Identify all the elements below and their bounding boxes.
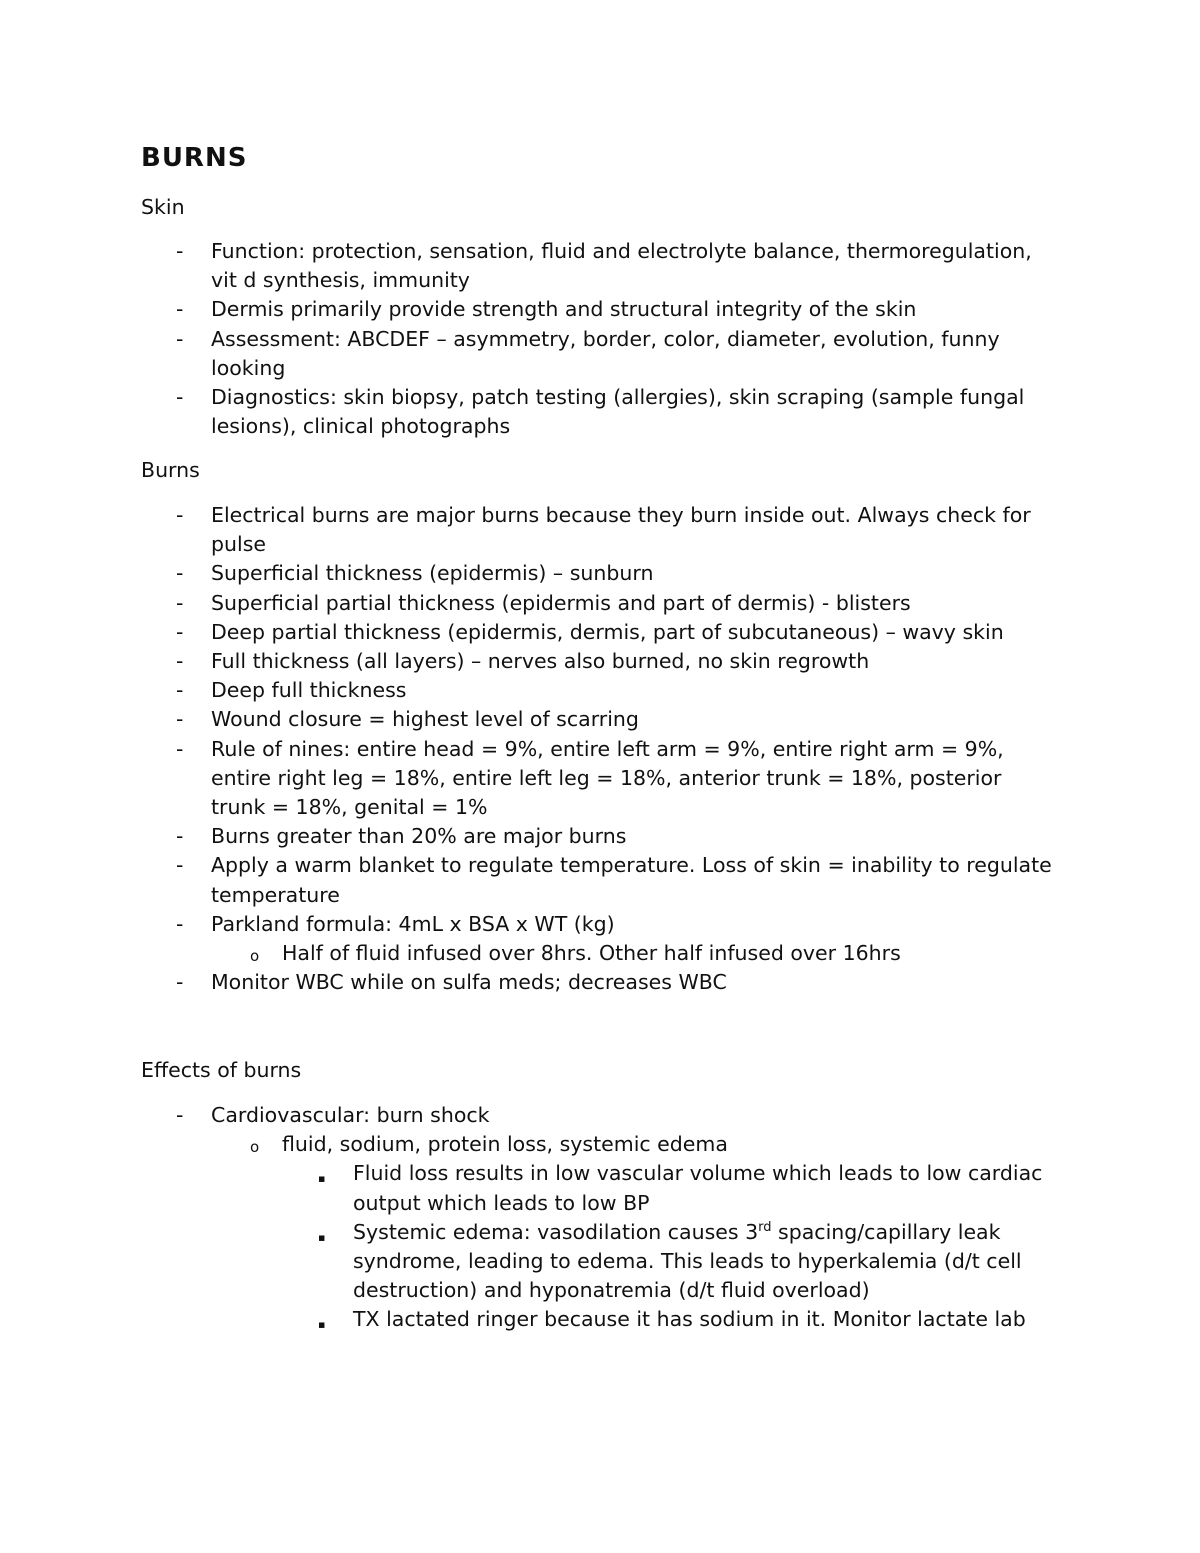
square-bullet: ▪	[318, 1230, 326, 1244]
document-title: BURNS	[141, 143, 248, 173]
list-item-text: Dermis primarily provide strength and structural integrity of the skin	[211, 297, 917, 322]
list-item	[0, 910, 1061, 939]
list-item	[0, 383, 1061, 441]
list-item	[0, 968, 1061, 997]
list-item-text: Full thickness (all layers) – nerves also burned, no skin regrowth	[211, 649, 870, 674]
dash-bullet: -	[176, 970, 184, 995]
list-item	[0, 589, 1061, 618]
dash-bullet: -	[176, 911, 184, 936]
dash-bullet: -	[176, 590, 184, 615]
list-item	[0, 237, 1061, 295]
list-item-text: Rule of nines: entire head = 9%, entire left arm = 9%, entire right arm = 9%, entire right leg = 18%, entire left leg = 18%, anterior trunk = 18%, posterior trunk = 18%, genital = 1%	[211, 736, 1004, 820]
square-bullet: ▪	[318, 1172, 326, 1186]
list-subsubitem	[0, 1218, 1063, 1306]
dash-bullet: -	[176, 297, 184, 322]
section-heading-burns: Burns	[141, 458, 200, 482]
list-item-text: Parkland formula: 4mL x BSA x WT (kg)	[211, 911, 615, 936]
dash-bullet: -	[176, 707, 184, 732]
list-item	[0, 647, 1061, 676]
list-item-text: Deep full thickness	[211, 678, 407, 703]
dash-bullet: -	[176, 736, 184, 761]
dash-bullet: -	[176, 824, 184, 849]
dash-bullet: -	[176, 326, 184, 351]
effects-list	[0, 1101, 1063, 1335]
list-item	[0, 501, 1061, 559]
list-item-text: Function: protection, sensation, fluid and electrolyte balance, thermoregulation, vit d synthesis, immunity	[211, 239, 1032, 293]
list-item-text	[353, 1220, 1022, 1302]
edema-text-end: spacing/capillary leak syndrome, leading to edema. This leads to hyperkalemia (d/t cell destruction) and hyponatremia (d/t fluid overload)	[353, 1219, 1022, 1303]
list-item	[0, 735, 1061, 823]
dash-bullet: -	[176, 619, 184, 644]
list-item	[0, 705, 1061, 734]
list-subsubitem	[0, 1159, 1063, 1217]
list-item-text: Electrical burns are major burns because they burn inside out. Always check for pulse	[211, 503, 1031, 557]
list-item-text: Superficial partial thickness (epidermis and part of dermis) - blisters	[211, 590, 911, 615]
list-subsubitem	[0, 1305, 1063, 1334]
list-item-text: Assessment: ABCDEF – asymmetry, border, color, diameter, evolution, funny looking	[211, 326, 1000, 380]
dash-bullet: -	[176, 1103, 184, 1127]
list-item-text: Superficial thickness (epidermis) – sunburn	[211, 561, 654, 586]
list-item-text: Burns greater than 20% are major burns	[211, 824, 627, 849]
list-item	[0, 559, 1061, 588]
dash-bullet: -	[176, 649, 184, 674]
list-item-text: Cardiovascular: burn shock	[211, 1103, 490, 1127]
square-bullet: ▪	[318, 1318, 326, 1332]
list-item	[0, 676, 1061, 705]
list-item-text: Diagnostics: skin biopsy, patch testing (allergies), skin scraping (sample fungal lesions), clinical photographs	[211, 385, 1025, 439]
list-item	[0, 295, 1061, 324]
dash-bullet: -	[176, 561, 184, 586]
superscript-ordinal: rd	[758, 1219, 772, 1235]
dash-bullet: -	[176, 239, 184, 263]
list-item	[0, 325, 1061, 383]
section-heading-skin: Skin	[141, 195, 185, 219]
list-item-text: Half of fluid infused over 8hrs. Other half infused over 16hrs	[282, 941, 901, 966]
list-item	[0, 822, 1061, 851]
list-subitem	[0, 939, 1062, 968]
list-item-text: Apply a warm blanket to regulate temperature. Loss of skin = inability to regulate temperature	[211, 853, 1052, 907]
dash-bullet: -	[176, 503, 184, 527]
circle-bullet: o	[250, 947, 260, 966]
section-heading-effects: Effects of burns	[141, 1058, 302, 1082]
list-subitem	[0, 1130, 1062, 1159]
list-item-text: Deep partial thickness (epidermis, dermis, part of subcutaneous) – wavy skin	[211, 619, 1004, 644]
dash-bullet: -	[176, 853, 184, 878]
list-item-text: fluid, sodium, protein loss, systemic edema	[282, 1132, 728, 1157]
list-item-text: Fluid loss results in low vascular volume which leads to low cardiac output which leads to low BP	[353, 1161, 1043, 1215]
circle-bullet: o	[250, 1138, 260, 1157]
burns-list	[0, 501, 1062, 997]
list-item-text: Wound closure = highest level of scarring	[211, 707, 639, 732]
dash-bullet: -	[176, 385, 184, 410]
list-item-text: TX lactated ringer because it has sodium in it. Monitor lactate lab	[353, 1307, 1026, 1332]
dash-bullet: -	[176, 678, 184, 703]
list-item	[0, 1101, 1061, 1130]
list-item	[0, 851, 1061, 909]
edema-text-start: Systemic edema: vasodilation causes 3	[353, 1219, 759, 1244]
list-item	[0, 618, 1061, 647]
list-item-text: Monitor WBC while on sulfa meds; decreases WBC	[211, 970, 727, 995]
skin-list	[0, 237, 1061, 441]
